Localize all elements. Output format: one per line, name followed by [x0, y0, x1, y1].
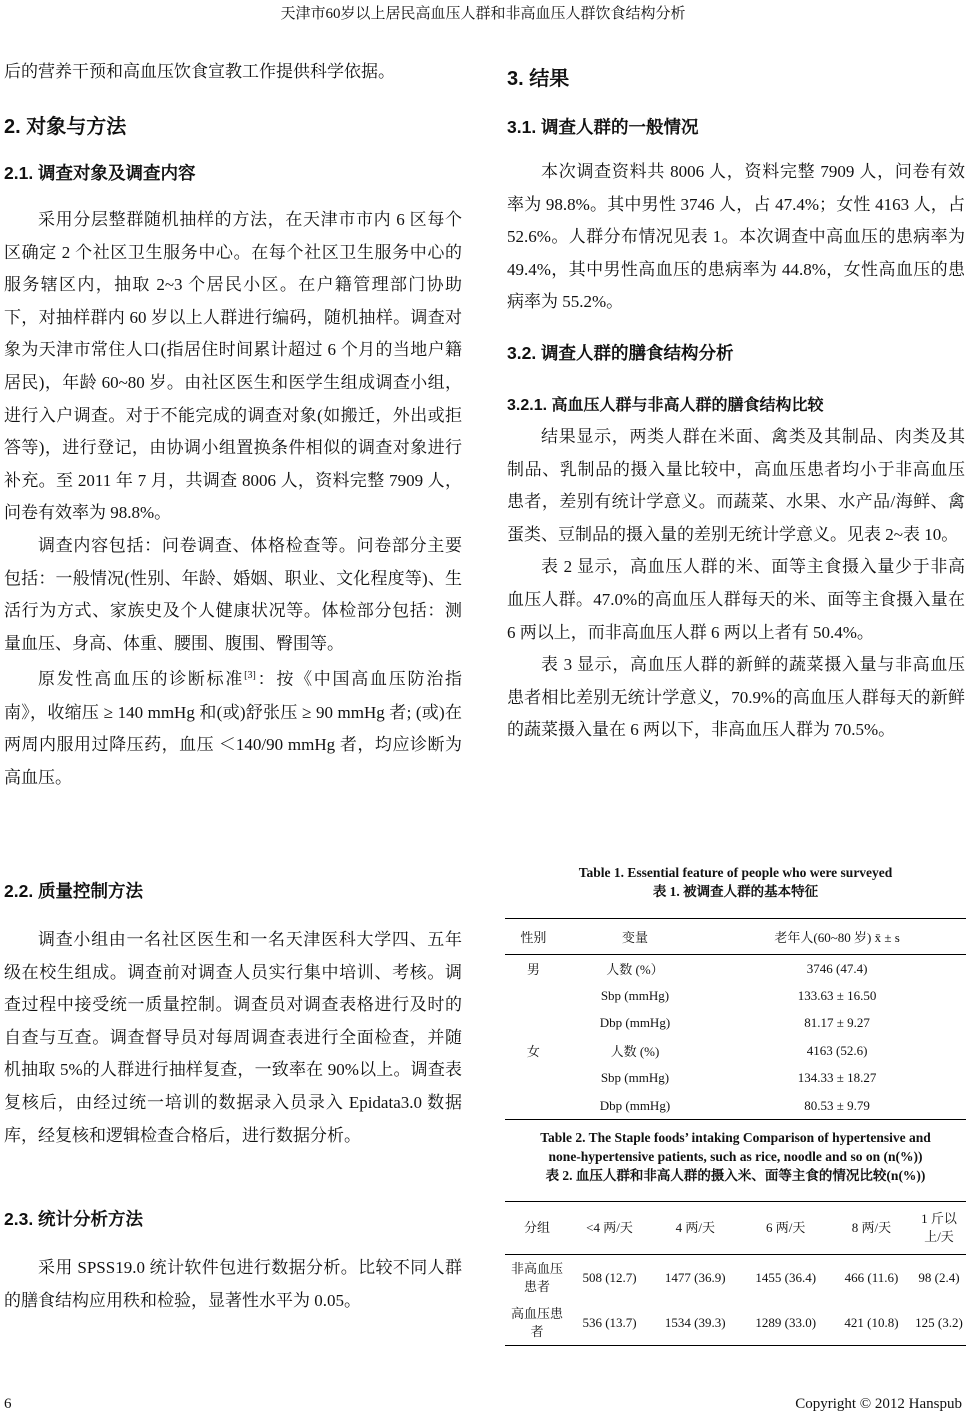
table-cell: Sbp (mmHg): [600, 1070, 670, 1086]
table-cell: 508 (12.7): [582, 1269, 637, 1285]
paragraph-block: [4, 924, 462, 1152]
table-cell: Dbp (mmHg): [599, 1097, 671, 1113]
table-caption: [505, 1128, 966, 1185]
copyright: Copyright © 2012 Hanspub: [795, 1396, 962, 1412]
table-header-row: [505, 1202, 966, 1255]
table-cell: 1289 (33.0): [755, 1314, 817, 1330]
table-cell: 女: [526, 1044, 540, 1060]
table-cell: 男: [526, 962, 540, 978]
table-cell: 81.17 ± 9.27: [804, 1015, 870, 1031]
table-row: [505, 1300, 966, 1346]
table-cell: [505, 1092, 562, 1120]
column-header: 老年人(60~80 岁) x̄ ± s: [708, 919, 966, 955]
paragraph: 后的营养干预和高血压饮食宣教工作提供科学依据。: [4, 62, 395, 81]
paragraph: 调查小组由一名社区医生和一名天津医科大学四、五年级在校生组成。调查前对调查人员实行集中培训、考核。调查过程中接受统一质量控制。调查员对调查表格进行及时的自查与互查。调查督导员对每周调查表进行全面检查，并随机抽取 5%的人群进行抽样复查，一致率在 90%以上。调查表复核后，由经过统一培训的数据录入员录入 Epidata3.0 数据库，经复核和逻辑检查合格后，进行数据分析。: [4, 930, 462, 1145]
table-cell: 421 (10.8): [844, 1314, 899, 1330]
column-header: 6 两/天: [740, 1202, 830, 1255]
table-cell: 人数 (%): [610, 1044, 660, 1060]
subsection-heading: 2.2. 质量控制方法: [4, 881, 144, 901]
column-header: 性别: [505, 919, 562, 955]
paragraph: 表 3 显示，高血压人群的新鲜的蔬菜摄入量与非高血压患者相比差别无统计学意义，70.9%的高血压人群每天的新鲜的蔬菜摄入量在 6 两以下，非高血压人群为 70.5%。: [507, 655, 965, 740]
left-column: [4, 56, 462, 89]
table-header-row: [505, 919, 966, 955]
table-cell: 1455 (36.4): [755, 1269, 817, 1285]
paragraph: 表 2 显示，高血压人群的米、面等主食摄入量少于非高血压人群。47.0%的高血压人群每天的米、面等主食摄入量在 6 两以上，而非高血压人群 6 两以上者有 50.4%。: [507, 557, 965, 642]
column-header: 1 斤以上/天: [912, 1202, 966, 1255]
text: ：按《中国高血压防治指南》，收缩压 ≥ 140 mmHg 和(或)舒张压 ≥ 90 mmHg 者; (或)在两周内服用过降压药，血压 ＜140/90 mmHg 者，均应诊断为高血压。: [4, 669, 463, 787]
subsection-heading: 2.3. 统计分析方法: [4, 1209, 144, 1229]
paragraph-block: [507, 421, 965, 747]
table-row: [505, 1092, 966, 1120]
table-cell: 1477 (36.9): [664, 1269, 726, 1285]
running-header: 天津市60岁以上居民高血压人群和非高血压人群饮食结构分析: [280, 6, 686, 22]
paragraph: 本次调查资料共 8006 人，资料完整 7909 人，问卷有效率为 98.8%。其中男性 3746 人，占 47.4%；女性 4163 人，占 52.6%。人群分布情况见表 1。本次调查中高血压的患病率为 49.4%，其中男性高血压的患病率为 44.8%，女性高血压的患病率为 55.2%。: [507, 162, 965, 312]
paragraph: 采用分层整群随机抽样的方法，在天津市市内 6 区每个区确定 2 个社区卫生服务中心。在每个社区卫生服务中心的服务辖区内，抽取 2~3 个居民小区。在户籍管理部门协助下，对抽样群内 60 岁以上人群进行编码，随机抽样。调查对象为天津市常住人口(指居住时间累计超过 6 个月的当地户籍居民)，年龄 60~80 岁。由社区医生和医学生组成调查小组，进行入户调查。对于不能完成的调查对象(如搬迁，外出或拒答等)，进行登记，由协调小组置换条件相似的调查对象进行补充。至 2011 年 7 月，共调查 8006 人，资料完整 7909 人，问卷有效率为 98.8%。: [4, 210, 462, 523]
column-header: 变量: [562, 919, 709, 955]
table-cell: 466 (11.6): [844, 1269, 899, 1285]
paragraph-block: [4, 204, 462, 794]
paragraph-block: [4, 1252, 462, 1317]
table-caption-en: Table 1. Essential feature of people who were surveyed: [578, 865, 893, 880]
text: 原发性高血压的诊断标准: [38, 669, 245, 689]
table-cell: [505, 1010, 562, 1037]
paragraph: 采用 SPSS19.0 统计软件包进行数据分析。比较不同人群的膳食结构应用秩和检验，显著性水平为 0.05。: [4, 1258, 462, 1310]
table-cell: 高血压患者: [510, 1305, 563, 1339]
table-cell: 人数 (%）: [606, 962, 664, 978]
section-heading: 2. 对象与方法: [4, 116, 127, 138]
table-cell: [505, 1065, 562, 1092]
paragraph-block: [507, 156, 965, 319]
table-cell: 3746 (47.4): [806, 960, 868, 976]
table-caption-zh: 表 2. 血压人群和非高人群的摄入米、面等主食的情况比较(n(%)): [545, 1168, 926, 1183]
table-cell: 4163 (52.6): [806, 1042, 868, 1058]
table-cell: 1534 (39.3): [664, 1314, 726, 1330]
paragraph: [4, 660, 462, 794]
paragraph: 结果显示，两类人群在米面、禽类及其制品、肉类及其制品、乳制品的摄入量比较中，高血压患者均小于非高血压患者，差别有统计学意义。而蔬菜、水果、水产品/海鲜、禽蛋类、豆制品的摄入量的差别无统计学意义。见表 2~表 10。: [507, 427, 965, 544]
table-row: [505, 1037, 966, 1064]
subsection-heading: 3.2. 调查人群的膳食结构分析: [507, 343, 734, 363]
table-cell: Sbp (mmHg): [600, 988, 670, 1004]
table-cell: 133.63 ± 16.50: [797, 988, 877, 1004]
subsection-heading: 2.1. 调查对象及调查内容: [4, 163, 196, 183]
table-cell: 536 (13.7): [582, 1314, 637, 1330]
citation-link[interactable]: [3]: [244, 670, 256, 682]
subsubsection-heading: 3.2.1. 高血压人群与非高人群的膳食结构比较: [507, 397, 824, 414]
table-cell: 98 (2.4): [918, 1269, 960, 1285]
table-cell: 134.33 ± 18.27: [797, 1070, 877, 1086]
table-cell: 125 (3.2): [915, 1314, 963, 1330]
table-cell: Dbp (mmHg): [599, 1015, 671, 1031]
table-1: [505, 918, 966, 1120]
column-header: 4 两/天: [650, 1202, 740, 1255]
table-caption-zh: 表 1. 被调查人群的基本特征: [652, 884, 819, 899]
table-caption: [505, 863, 966, 901]
table-row: [505, 1065, 966, 1092]
table-caption-en: none-hypertensive patients, such as rice, noodle and so on (n(%)): [548, 1149, 923, 1164]
table-caption-en: Table 2. The Staple foods’ intaking Comparison of hypertensive and: [540, 1130, 931, 1145]
table-row: [505, 955, 966, 983]
table-cell: [505, 982, 562, 1009]
table-row: [505, 1255, 966, 1301]
table-row: [505, 982, 966, 1009]
table-row: [505, 1010, 966, 1037]
table-cell: 80.53 ± 9.79: [804, 1097, 870, 1113]
column-header: <4 两/天: [569, 1202, 650, 1255]
table-2: [505, 1201, 966, 1346]
subsection-heading: 3.1. 调查人群的一般情况: [507, 117, 699, 137]
paragraph: 调查内容包括：问卷调查、体格检查等。问卷部分主要包括：一般情况(性别、年龄、婚姻、职业、文化程度等)、生活行为方式、家族史及个人健康状况等。体检部分包括：测量血压、身高、体重、腰围、腹围、臀围等。: [4, 535, 462, 653]
section-heading: 3. 结果: [507, 68, 570, 90]
table-cell: 非高血压患者: [510, 1260, 563, 1294]
page-number: 6: [4, 1396, 12, 1412]
column-header: 分组: [505, 1202, 569, 1255]
column-header: 8 两/天: [831, 1202, 912, 1255]
